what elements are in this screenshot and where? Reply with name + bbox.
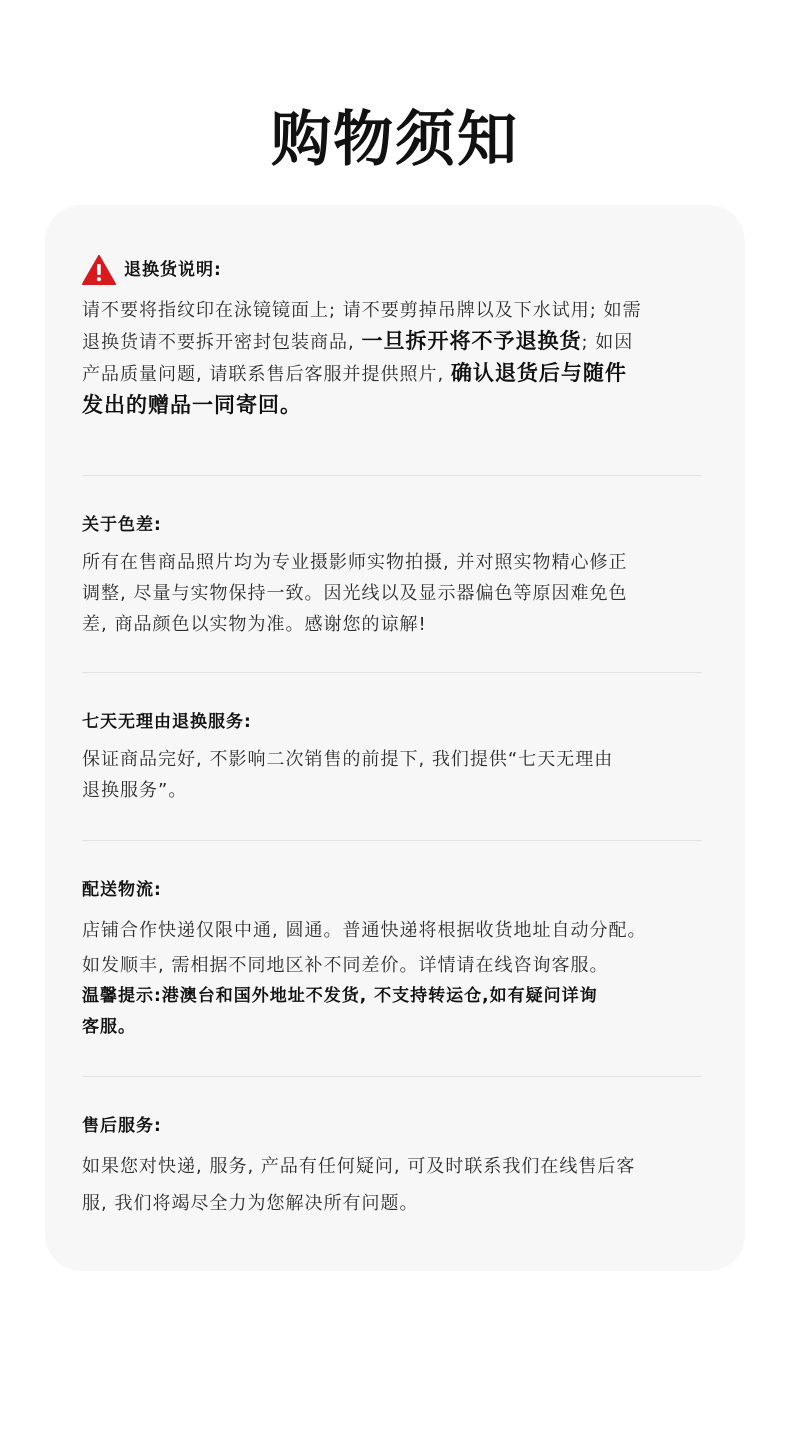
section-title-text: 关于色差:: [82, 515, 162, 535]
text-line: 店铺合作快递仅限中通, 圆通。普通快递将根据收货地址自动分配。: [82, 920, 647, 941]
text-segment: 产品质量问题, 请联系售后客服并提供照片,: [82, 364, 445, 385]
section-shipping: [82, 878, 708, 1043]
text-line: 调整, 尽量与实物保持一致。因光线以及显示器偏色等原因难免色: [82, 583, 628, 604]
warning-triangle-icon: [82, 255, 116, 285]
divider: [82, 672, 702, 673]
text-line: 如果您对快递, 服务, 产品有任何疑问, 可及时联系我们在线售后客: [82, 1156, 636, 1177]
section-body-seven-day: [82, 744, 708, 806]
divider: [82, 475, 702, 476]
divider: [82, 840, 702, 841]
section-title-text: 退换货说明:: [124, 260, 222, 280]
section-title-shipping: [82, 878, 708, 902]
text-line: 请不要将指纹印在泳镜镜面上; 请不要剪掉吊牌以及下水试用; 如需: [82, 300, 642, 321]
emphasis-line: 发出的赠品一同寄回。: [82, 393, 302, 417]
text-line: [82, 326, 708, 358]
text-line: 保证商品完好, 不影响二次销售的前提下, 我们提供“七天无理由: [82, 749, 614, 770]
text-line: 服, 我们将竭尽全力为您解决所有问题。: [82, 1193, 419, 1214]
text-line: 所有在售商品照片均为专业摄影师实物拍摄, 并对照实物精心修正: [82, 552, 628, 573]
text-line: 如发顺丰, 需相据不同地区补不同差价。详情请在线咨询客服。: [82, 955, 609, 976]
text-segment: 退换货请不要拆开密封包装商品,: [82, 332, 355, 353]
notice-card: [45, 205, 745, 1271]
section-title-returns: [82, 255, 708, 285]
emphasis-no-return: 一旦拆开将不予退换货: [361, 329, 582, 353]
text-line: 差, 商品颜色以实物为准。感谢您的谅解!: [82, 614, 427, 635]
section-title-text: 七天无理由退换服务:: [82, 712, 252, 732]
text-line: 退换服务”。: [82, 780, 188, 801]
warm-tip-line: 客服。: [82, 1017, 136, 1037]
section-returns: [82, 255, 708, 421]
section-title-text: 配送物流:: [82, 880, 162, 900]
text-line: [82, 358, 708, 390]
section-color-difference: [82, 513, 708, 640]
section-title-text: 售后服务:: [82, 1116, 162, 1136]
section-body-returns: [82, 295, 708, 421]
section-after-sales: [82, 1114, 708, 1222]
section-title-after-sales: [82, 1114, 708, 1138]
emphasis-return-gift: 确认退货后与随件: [450, 361, 627, 385]
section-body-after-sales: [82, 1148, 708, 1222]
section-seven-day-return: [82, 710, 708, 806]
text-segment: ; 如因: [581, 332, 634, 353]
warm-tip-line: 温馨提示:港澳台和国外地址不发货, 不支持转运仓,如有疑问详询: [82, 986, 598, 1006]
section-body-shipping: [82, 912, 708, 1043]
section-title-color: [82, 513, 708, 537]
section-body-color: [82, 547, 708, 640]
divider: [82, 1076, 702, 1077]
page-title: 购物须知: [271, 105, 519, 175]
section-title-seven-day: [82, 710, 708, 734]
